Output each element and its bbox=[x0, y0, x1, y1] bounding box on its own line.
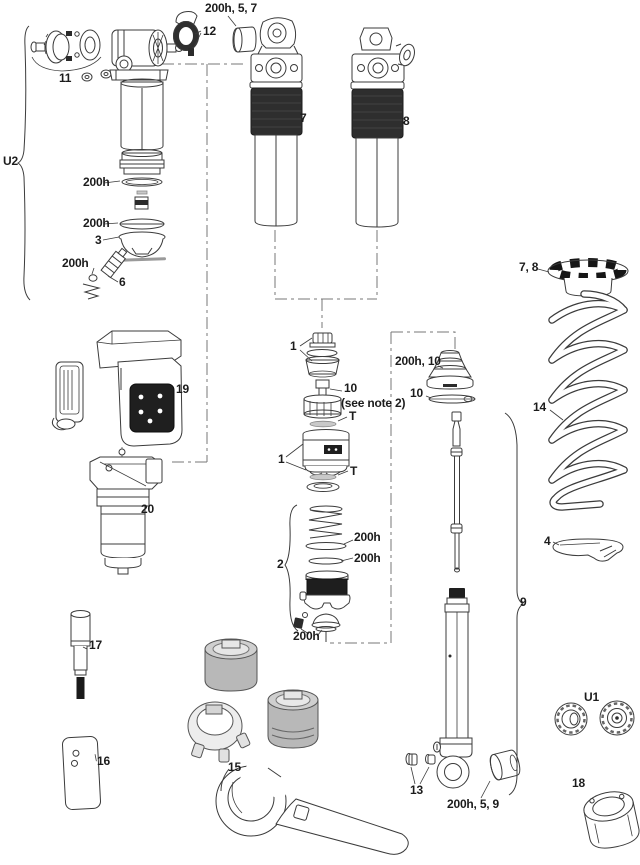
label-16: 16 bbox=[97, 754, 110, 768]
label-7-8: 7, 8 bbox=[519, 260, 539, 274]
label-19: 19 bbox=[176, 382, 189, 396]
label-u1: U1 bbox=[584, 690, 599, 704]
coil-spring-group bbox=[538, 260, 628, 561]
bumper-200h-5-7-part bbox=[228, 16, 256, 52]
label-200h-c: 200h bbox=[62, 256, 89, 270]
label-1-mid: 1 bbox=[278, 452, 285, 466]
label-3: 3 bbox=[95, 233, 102, 247]
part-17-tool bbox=[71, 611, 90, 700]
part-18-socket bbox=[581, 788, 640, 852]
label-13: 13 bbox=[410, 783, 423, 797]
part-15-wrench bbox=[216, 742, 408, 855]
label-10-disc: 10 bbox=[410, 386, 423, 400]
label-2: 2 bbox=[277, 557, 284, 571]
u1-knobs bbox=[555, 701, 634, 735]
part-19-controller-module bbox=[52, 331, 182, 446]
label-9: 9 bbox=[520, 595, 527, 609]
label-15: 15 bbox=[228, 760, 241, 774]
damper-shaft-column bbox=[406, 351, 523, 799]
section-2-stack bbox=[285, 505, 353, 642]
label-200h-5-9: 200h, 5, 9 bbox=[447, 797, 500, 811]
label-200h-10: 200h, 10 bbox=[395, 354, 441, 368]
label-u2: U2 bbox=[3, 154, 18, 168]
label-200h-5-7: 200h, 5, 7 bbox=[205, 1, 258, 15]
label-20: 20 bbox=[141, 502, 154, 516]
label-t-top: T bbox=[349, 409, 357, 423]
label-12: 12 bbox=[203, 24, 216, 38]
label-200h-a: 200h bbox=[83, 175, 110, 189]
u2-brace bbox=[18, 26, 30, 300]
actuator-motor-unit bbox=[110, 30, 183, 150]
part-15-sockets bbox=[188, 639, 318, 762]
label-10-top: 10 bbox=[344, 381, 357, 395]
label-shock-8: 8 bbox=[403, 114, 410, 128]
label-see-note-2: (see note 2) bbox=[341, 396, 406, 410]
shock-7-drawing bbox=[250, 18, 302, 226]
label-shock-7: 7 bbox=[300, 111, 307, 125]
label-17: 17 bbox=[89, 638, 102, 652]
label-11: 11 bbox=[59, 71, 72, 85]
label-200h-e: 200h bbox=[354, 551, 381, 565]
valve-stack-1-10 bbox=[286, 333, 349, 492]
label-1-top: 1 bbox=[290, 339, 297, 353]
label-14: 14 bbox=[533, 400, 546, 414]
label-18: 18 bbox=[572, 776, 585, 790]
label-6: 6 bbox=[119, 275, 126, 289]
label-200h-d: 200h bbox=[354, 530, 381, 544]
label-t-mid: T bbox=[350, 464, 358, 478]
label-200h-b: 200h bbox=[83, 216, 110, 230]
label-4: 4 bbox=[544, 534, 551, 548]
part-16-block bbox=[62, 736, 101, 810]
label-200h-f: 200h bbox=[293, 629, 320, 643]
